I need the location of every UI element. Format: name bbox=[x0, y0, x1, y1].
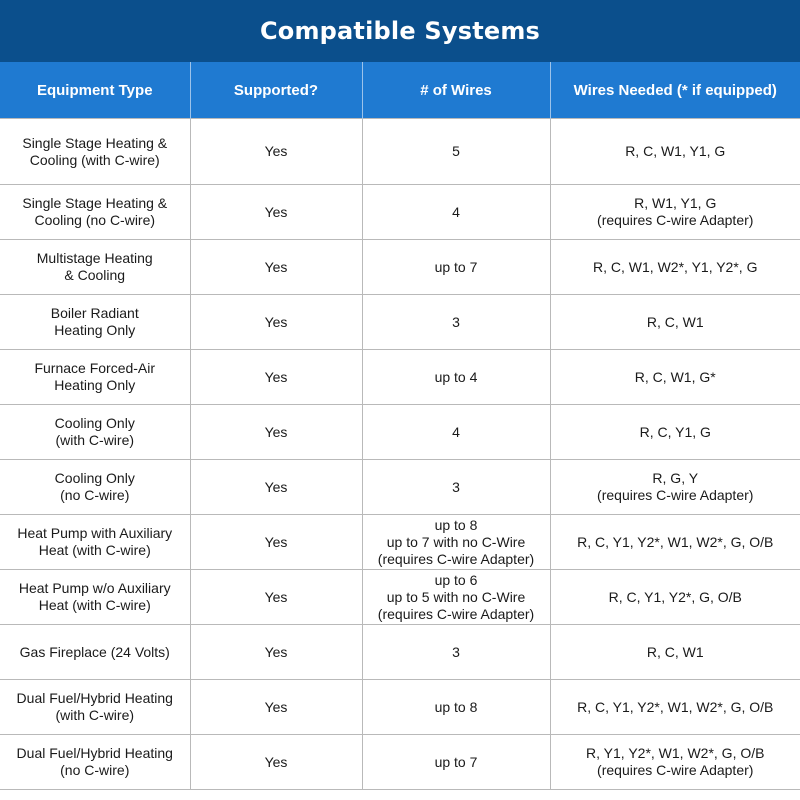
cell-equipment-type: Boiler Radiant Heating Only bbox=[0, 295, 190, 350]
cell-wires-needed: R, C, Y1, G bbox=[550, 405, 800, 460]
table-row bbox=[0, 735, 800, 790]
cell-wires-needed: R, Y1, Y2*, W1, W2*, G, O/B (requires C-wire Adapter) bbox=[550, 735, 800, 790]
compatible-systems-table bbox=[0, 62, 800, 790]
cell-supported: Yes bbox=[190, 735, 362, 790]
cell-num-wires: up to 6 up to 5 with no C-Wire (requires C-wire Adapter) bbox=[362, 570, 550, 625]
cell-equipment-type: Furnace Forced-Air Heating Only bbox=[0, 350, 190, 405]
cell-equipment-type: Single Stage Heating & Cooling (with C-wire) bbox=[0, 119, 190, 185]
cell-equipment-type: Cooling Only (no C-wire) bbox=[0, 460, 190, 515]
cell-supported: Yes bbox=[190, 460, 362, 515]
table-row bbox=[0, 240, 800, 295]
cell-num-wires: 5 bbox=[362, 119, 550, 185]
cell-wires-needed: R, C, W1, W2*, Y1, Y2*, G bbox=[550, 240, 800, 295]
cell-equipment-type: Dual Fuel/Hybrid Heating (no C-wire) bbox=[0, 735, 190, 790]
cell-supported: Yes bbox=[190, 515, 362, 570]
title-bar bbox=[0, 0, 800, 62]
cell-num-wires: up to 8 bbox=[362, 680, 550, 735]
cell-num-wires: 3 bbox=[362, 460, 550, 515]
cell-num-wires: 4 bbox=[362, 185, 550, 240]
header-supported: Supported? bbox=[190, 62, 362, 119]
cell-supported: Yes bbox=[190, 350, 362, 405]
table-row bbox=[0, 405, 800, 460]
cell-supported: Yes bbox=[190, 295, 362, 350]
cell-supported: Yes bbox=[190, 570, 362, 625]
cell-wires-needed: R, C, W1 bbox=[550, 625, 800, 680]
cell-equipment-type: Cooling Only (with C-wire) bbox=[0, 405, 190, 460]
cell-num-wires: 3 bbox=[362, 625, 550, 680]
table-header-row bbox=[0, 62, 800, 119]
cell-wires-needed: R, C, W1 bbox=[550, 295, 800, 350]
cell-supported: Yes bbox=[190, 680, 362, 735]
page-title: Compatible Systems bbox=[259, 17, 541, 45]
cell-supported: Yes bbox=[190, 405, 362, 460]
table-row bbox=[0, 680, 800, 735]
cell-wires-needed: R, C, W1, Y1, G bbox=[550, 119, 800, 185]
cell-num-wires: up to 7 bbox=[362, 240, 550, 295]
cell-supported: Yes bbox=[190, 119, 362, 185]
cell-wires-needed: R, C, Y1, Y2*, W1, W2*, G, O/B bbox=[550, 515, 800, 570]
cell-supported: Yes bbox=[190, 240, 362, 295]
cell-supported: Yes bbox=[190, 185, 362, 240]
cell-wires-needed: R, C, Y1, Y2*, W1, W2*, G, O/B bbox=[550, 680, 800, 735]
cell-equipment-type: Heat Pump w/o Auxiliary Heat (with C-wire) bbox=[0, 570, 190, 625]
cell-equipment-type: Heat Pump with Auxiliary Heat (with C-wire) bbox=[0, 515, 190, 570]
cell-num-wires: 4 bbox=[362, 405, 550, 460]
table-row bbox=[0, 460, 800, 515]
cell-equipment-type: Gas Fireplace (24 Volts) bbox=[0, 625, 190, 680]
header-equipment-type: Equipment Type bbox=[0, 62, 190, 119]
table-row bbox=[0, 295, 800, 350]
cell-num-wires: up to 4 bbox=[362, 350, 550, 405]
cell-equipment-type: Dual Fuel/Hybrid Heating (with C-wire) bbox=[0, 680, 190, 735]
cell-wires-needed: R, G, Y (requires C-wire Adapter) bbox=[550, 460, 800, 515]
cell-wires-needed: R, C, W1, G* bbox=[550, 350, 800, 405]
cell-num-wires: up to 7 bbox=[362, 735, 550, 790]
table-row bbox=[0, 185, 800, 240]
cell-supported: Yes bbox=[190, 625, 362, 680]
cell-wires-needed: R, W1, Y1, G (requires C-wire Adapter) bbox=[550, 185, 800, 240]
header-num-wires: # of Wires bbox=[362, 62, 550, 119]
table-row bbox=[0, 570, 800, 625]
table-row bbox=[0, 350, 800, 405]
cell-equipment-type: Single Stage Heating & Cooling (no C-wire) bbox=[0, 185, 190, 240]
table-row bbox=[0, 625, 800, 680]
cell-wires-needed: R, C, Y1, Y2*, G, O/B bbox=[550, 570, 800, 625]
cell-num-wires: up to 8 up to 7 with no C-Wire (requires C-wire Adapter) bbox=[362, 515, 550, 570]
table-row bbox=[0, 119, 800, 185]
header-wires-needed: Wires Needed (* if equipped) bbox=[550, 62, 800, 119]
cell-equipment-type: Multistage Heating & Cooling bbox=[0, 240, 190, 295]
table-row bbox=[0, 515, 800, 570]
cell-num-wires: 3 bbox=[362, 295, 550, 350]
